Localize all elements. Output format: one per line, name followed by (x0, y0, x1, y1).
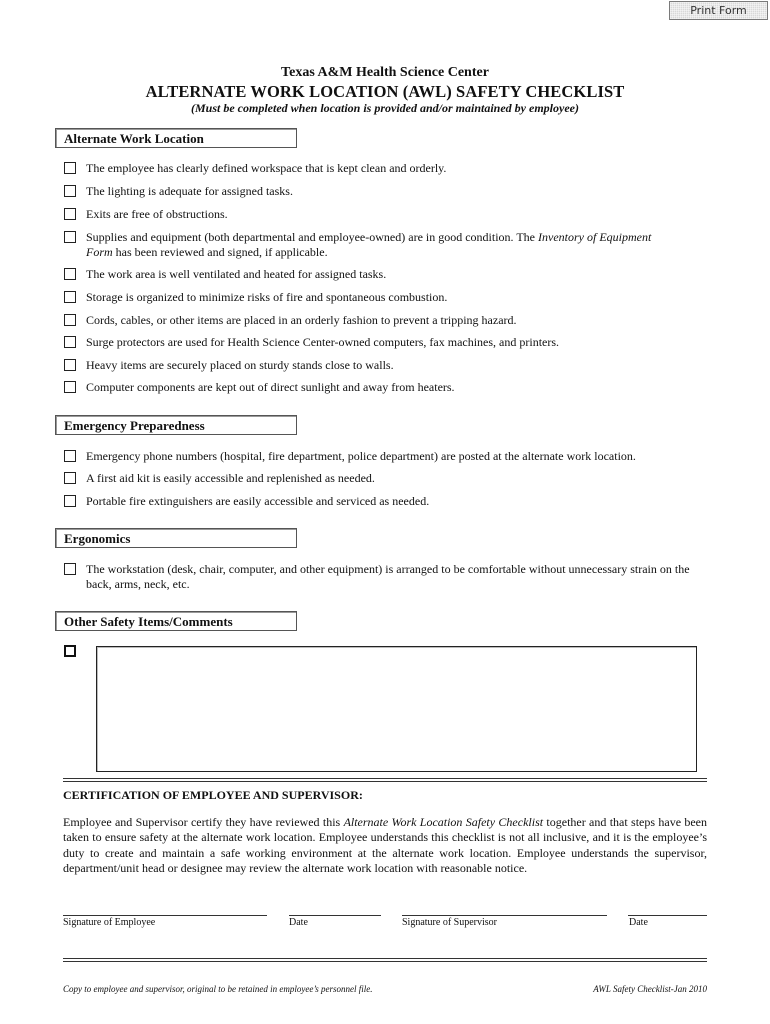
print-form-button[interactable]: Print Form (669, 1, 768, 20)
page-subtitle: (Must be completed when location is provided and/or maintained by employee) (191, 101, 579, 115)
section-title-awl: Alternate Work Location (55, 128, 297, 148)
checkbox-awl-1[interactable] (64, 162, 76, 174)
item-awl-8: Surge protectors are used for Health Science Center-owned computers, fax machines, and printers. (86, 335, 560, 349)
institution-name: Texas A&M Health Science Center (281, 65, 489, 80)
item-awl-10: Computer components are kept out of direct sunlight and away from heaters. (86, 380, 455, 394)
certification-body: Employee and Supervisor certify they have reviewed this Alternate Work Location Safety Checklist together and that steps have been taken to ensure safety at the alternate work location. Employee understands this checklist is not all inclusive, and it is the employee’s duty to create and maintain a safe working environment at the alternate work location. Employee understands the supervisor, department/unit head or designee may review the alternate work location with reasonable notice. (63, 815, 707, 876)
item-awl-5: The work area is well ventilated and heated for assigned tasks. (86, 267, 387, 281)
item-emergency-1: Emergency phone numbers (hospital, fire department, police department) are posted at the alternate work location. (86, 449, 636, 463)
checkbox-awl-9[interactable] (64, 359, 76, 371)
date-supervisor-line[interactable] (628, 915, 707, 916)
checkbox-awl-4[interactable] (64, 231, 76, 243)
page-title: ALTERNATE WORK LOCATION (AWL) SAFETY CHECKLIST (145, 82, 625, 101)
checkbox-ergonomics-1[interactable] (64, 563, 76, 575)
checkbox-awl-6[interactable] (64, 291, 76, 303)
date-employee-line[interactable] (289, 915, 381, 916)
item-ergonomics-1: The workstation (desk, chair, computer, and other equipment) is arranged to be comfortable without unnecessary strain on the back, arms, neck, etc. (86, 562, 690, 591)
checkbox-awl-7[interactable] (64, 314, 76, 326)
checkbox-emergency-2[interactable] (64, 472, 76, 484)
checkbox-awl-8[interactable] (64, 336, 76, 348)
section-title-emergency: Emergency Preparedness (55, 415, 297, 435)
item-awl-7: Cords, cables, or other items are placed in an orderly fashion to prevent a tripping hazard. (86, 313, 517, 327)
signature-employee-label: Signature of Employee (63, 917, 156, 928)
checkbox-awl-2[interactable] (64, 185, 76, 197)
certification-title: CERTIFICATION OF EMPLOYEE AND SUPERVISOR: (63, 788, 363, 802)
date-supervisor-label: Date (629, 917, 648, 928)
item-emergency-2: A first aid kit is easily accessible and replenished as needed. (86, 471, 375, 485)
item-awl-3: Exits are free of obstructions. (86, 207, 228, 221)
date-employee-label: Date (289, 917, 308, 928)
item-awl-1: The employee has clearly defined workspace that is kept clean and orderly. (86, 161, 447, 175)
checkbox-awl-10[interactable] (64, 381, 76, 393)
item-emergency-3: Portable fire extinguishers are easily accessible and serviced as needed. (86, 494, 430, 508)
footer-divider-1 (63, 958, 707, 959)
section-title-ergonomics: Ergonomics (55, 528, 297, 548)
checkbox-awl-3[interactable] (64, 208, 76, 220)
footer-left-note: Copy to employee and supervisor, original to be retained in employee’s personnel file. (63, 984, 373, 994)
checkbox-emergency-1[interactable] (64, 450, 76, 462)
checkbox-other-comments[interactable] (64, 645, 76, 657)
divider-top-1 (63, 778, 707, 779)
item-awl-4: Supplies and equipment (both departmental and employee-owned) are in good condition. The Inventory of Equipment Form has been reviewed and signed, if applicable. (86, 230, 652, 259)
inventory-form-link: Inventory of Equipment (538, 230, 652, 244)
item-awl-6: Storage is organized to minimize risks of fire and spontaneous combustion. (86, 290, 448, 304)
item-awl-9: Heavy items are securely placed on sturdy stands close to walls. (86, 358, 394, 372)
section-title-other: Other Safety Items/Comments (55, 611, 297, 631)
comments-textarea[interactable] (96, 646, 697, 772)
divider-top-2 (63, 781, 707, 782)
signature-supervisor-label: Signature of Supervisor (402, 917, 497, 928)
checkbox-awl-5[interactable] (64, 268, 76, 280)
footer-right-note: AWL Safety Checklist-Jan 2010 (593, 984, 707, 994)
item-awl-2: The lighting is adequate for assigned tasks. (86, 184, 293, 198)
signature-employee-line[interactable] (63, 915, 267, 916)
signature-supervisor-line[interactable] (402, 915, 607, 916)
checkbox-emergency-3[interactable] (64, 495, 76, 507)
footer-divider-2 (63, 961, 707, 962)
